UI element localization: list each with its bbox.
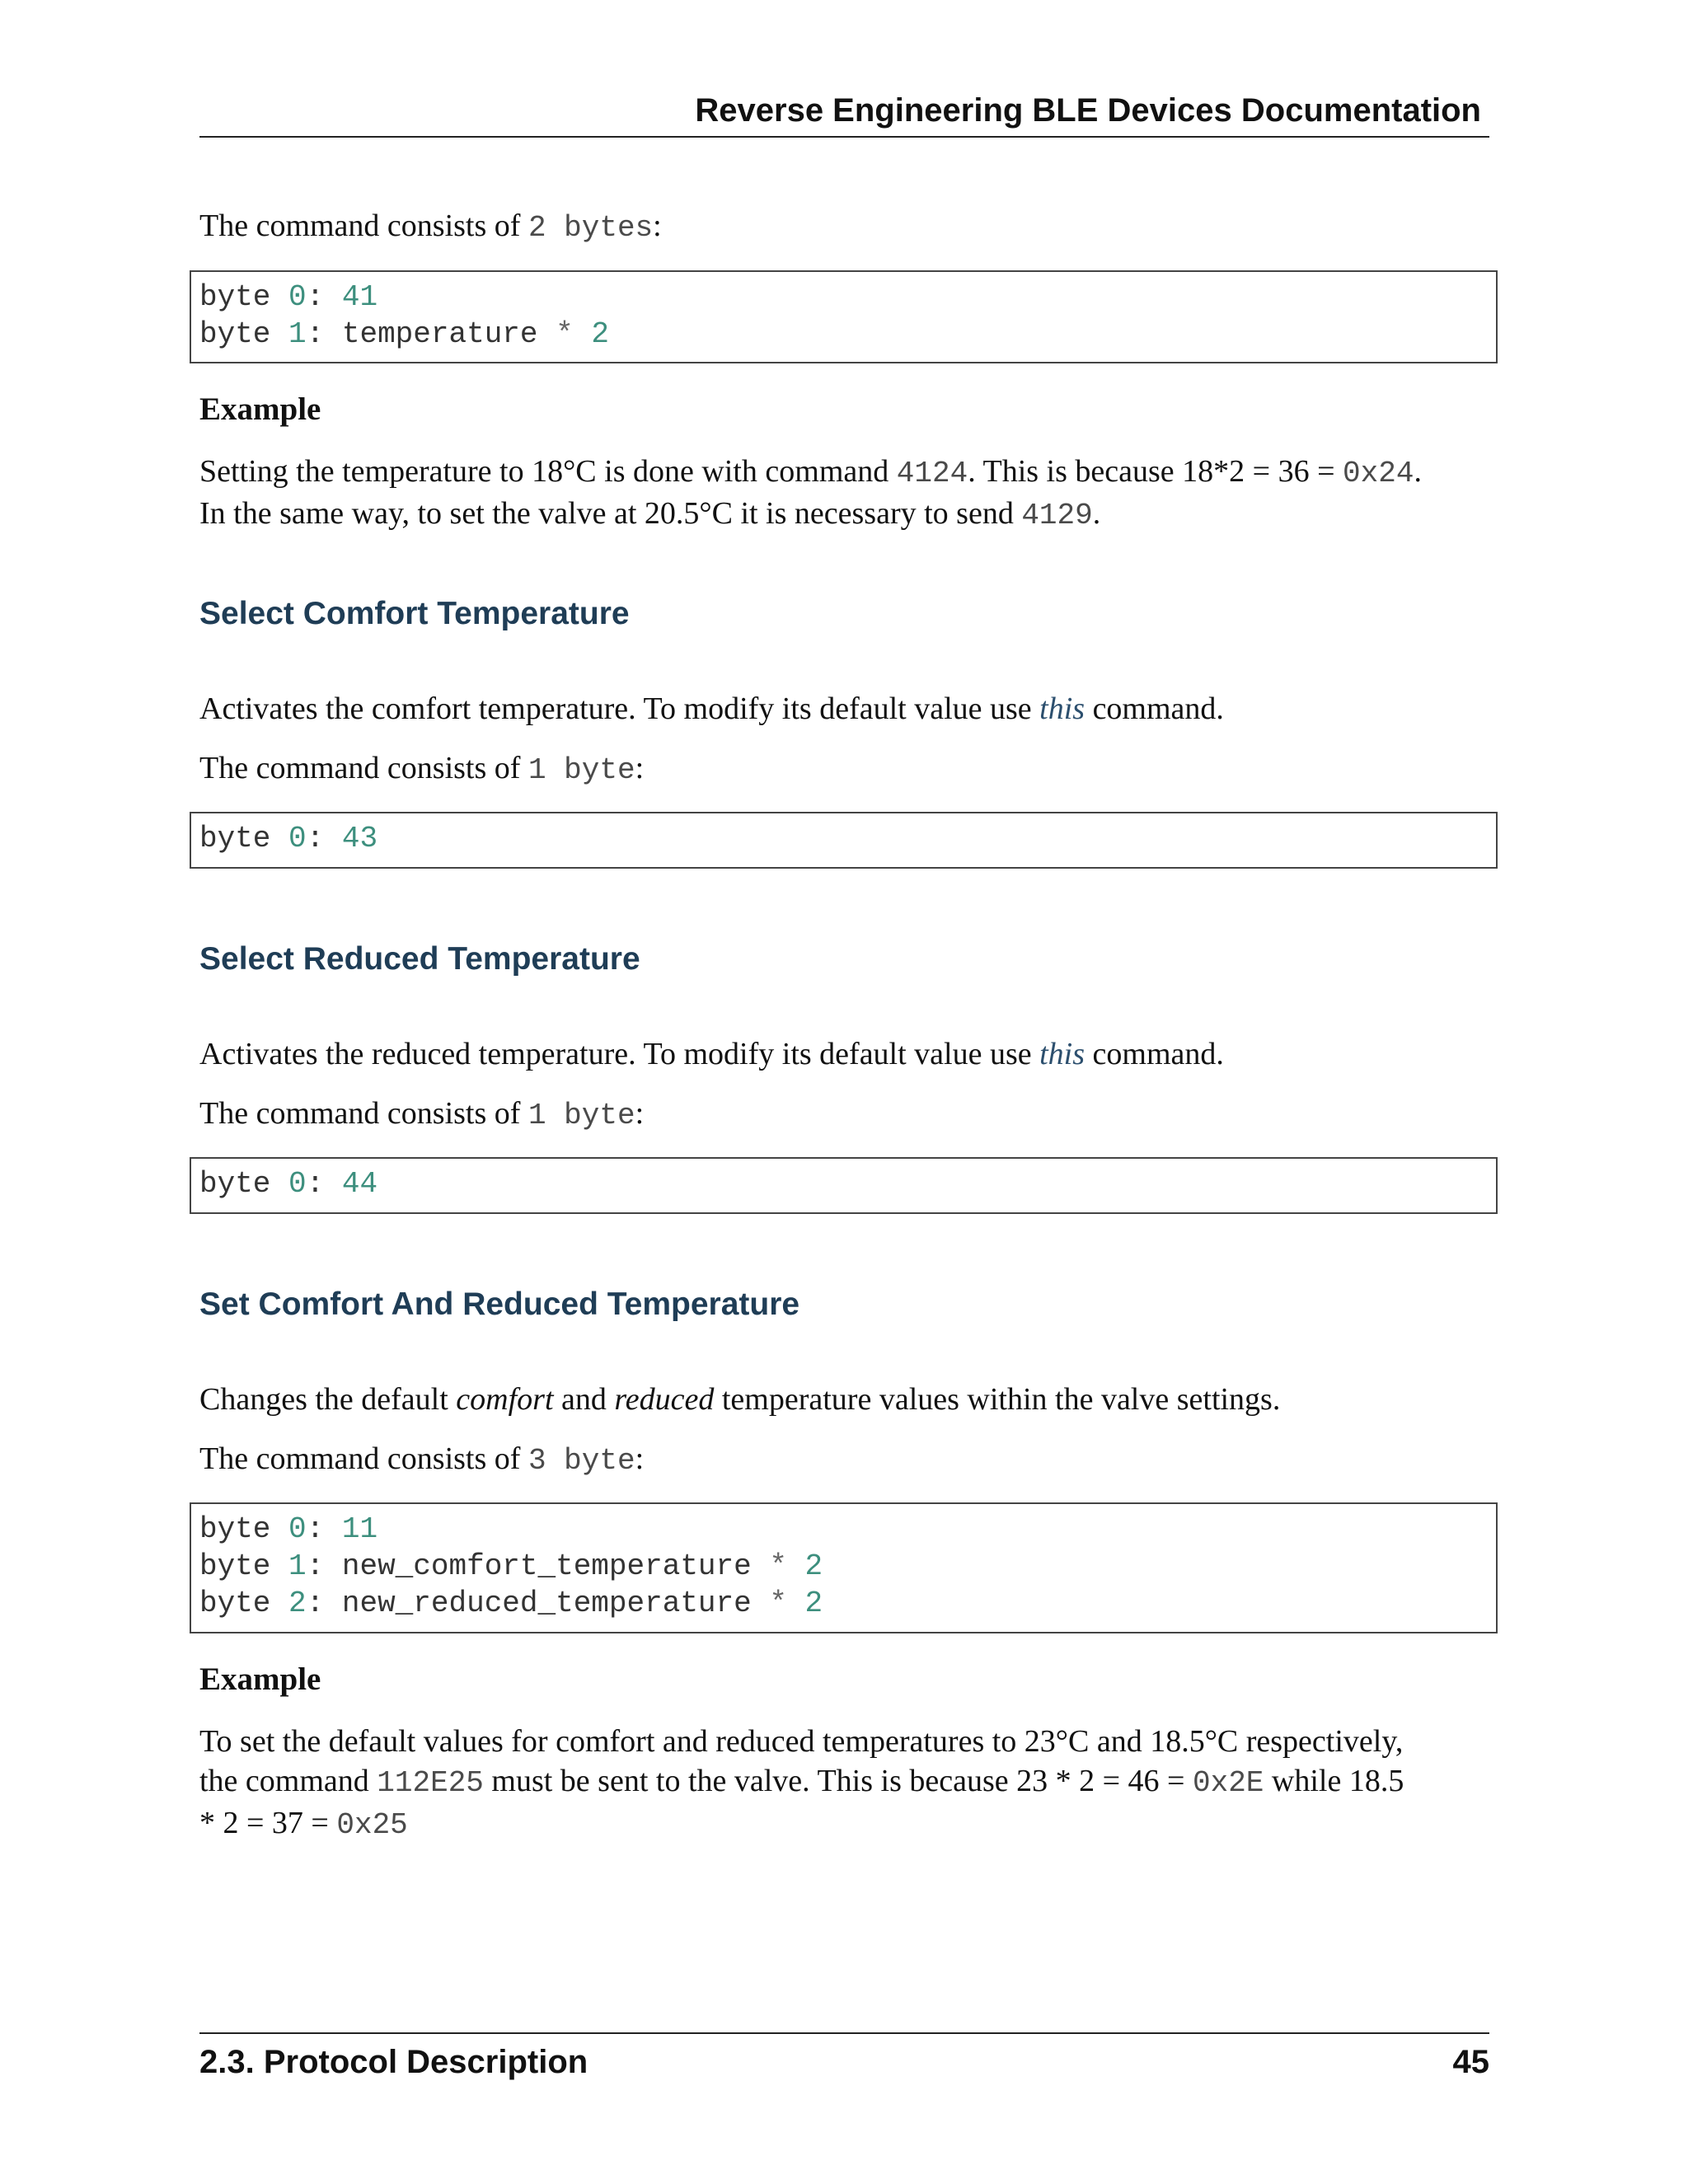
page-number: 45 bbox=[1452, 2044, 1489, 2080]
code-block bbox=[190, 1157, 1498, 1214]
running-header-title: Reverse Engineering BLE Devices Documentation bbox=[695, 92, 1481, 129]
section-heading-set-both: Set Comfort And Reduced Temperature bbox=[199, 1286, 800, 1322]
inline-code: 3 byte bbox=[528, 1444, 635, 1478]
footer-section-title: 2.3. Protocol Description bbox=[199, 2044, 588, 2080]
command-link[interactable]: this bbox=[1039, 691, 1085, 726]
command-size-paragraph: The command consists of 1 byte: bbox=[199, 1096, 645, 1132]
code-line: byte 2: new_reduced_temperature * 2 bbox=[199, 1586, 823, 1620]
section-heading-reduced: Select Reduced Temperature bbox=[199, 941, 640, 977]
inline-code: 0x24 bbox=[1343, 457, 1414, 490]
code-block bbox=[190, 812, 1498, 869]
example-paragraph: To set the default values for comfort and reduced temperatures to 23°C and 18.5°C respectively, the command 112E25 must be sent to the valve. This is because 23 * 2 = 46 = 0x2E while 18.5 * 2 = 37 = 0x25 bbox=[199, 1724, 1404, 1842]
inline-code: 1 byte bbox=[528, 1099, 635, 1132]
code-line: byte 1: new_comfort_temperature * 2 bbox=[199, 1549, 823, 1583]
inline-code: 0x25 bbox=[336, 1808, 408, 1842]
code-line: byte 0: 44 bbox=[199, 1167, 378, 1201]
description-paragraph: Activates the comfort temperature. To modify its default value use this command. bbox=[199, 691, 1224, 726]
section-heading-comfort: Select Comfort Temperature bbox=[199, 596, 630, 631]
inline-code: 4124 bbox=[896, 457, 968, 490]
command-size-paragraph: The command consists of 3 byte: bbox=[199, 1441, 645, 1478]
description-paragraph: Activates the reduced temperature. To modify its default value use this command. bbox=[199, 1037, 1224, 1071]
inline-code: 112E25 bbox=[377, 1766, 484, 1800]
code-block bbox=[190, 1502, 1498, 1633]
footer-divider bbox=[199, 2032, 1489, 2034]
header-divider bbox=[199, 136, 1489, 138]
code-block bbox=[190, 270, 1498, 363]
code-line: byte 0: 41 bbox=[199, 280, 378, 314]
example-label: Example bbox=[199, 1661, 321, 1697]
paragraph-text: : bbox=[653, 209, 662, 243]
inline-code: 2 bytes bbox=[528, 211, 654, 245]
example-label: Example bbox=[199, 391, 321, 427]
command-link[interactable]: this bbox=[1039, 1037, 1085, 1071]
code-line: byte 1: temperature * 2 bbox=[199, 317, 609, 351]
inline-code: 0x2E bbox=[1193, 1766, 1264, 1800]
command-size-paragraph bbox=[199, 206, 1489, 248]
paragraph-text: The command consists of bbox=[199, 209, 528, 243]
example-paragraph: Setting the temperature to 18°C is done with command 4124. This is because 18*2 = 36 = 0x24. In the same way, to set the valve at 20.5°C it is necessary to send 4129. bbox=[199, 454, 1422, 532]
inline-code: 1 byte bbox=[528, 753, 635, 787]
code-line: byte 0: 43 bbox=[199, 822, 378, 855]
code-line: byte 0: 11 bbox=[199, 1512, 378, 1546]
inline-code: 4129 bbox=[1021, 499, 1093, 532]
command-size-paragraph: The command consists of 1 byte: bbox=[199, 751, 645, 787]
description-paragraph: Changes the default comfort and reduced temperature values within the valve settings. bbox=[199, 1382, 1281, 1417]
